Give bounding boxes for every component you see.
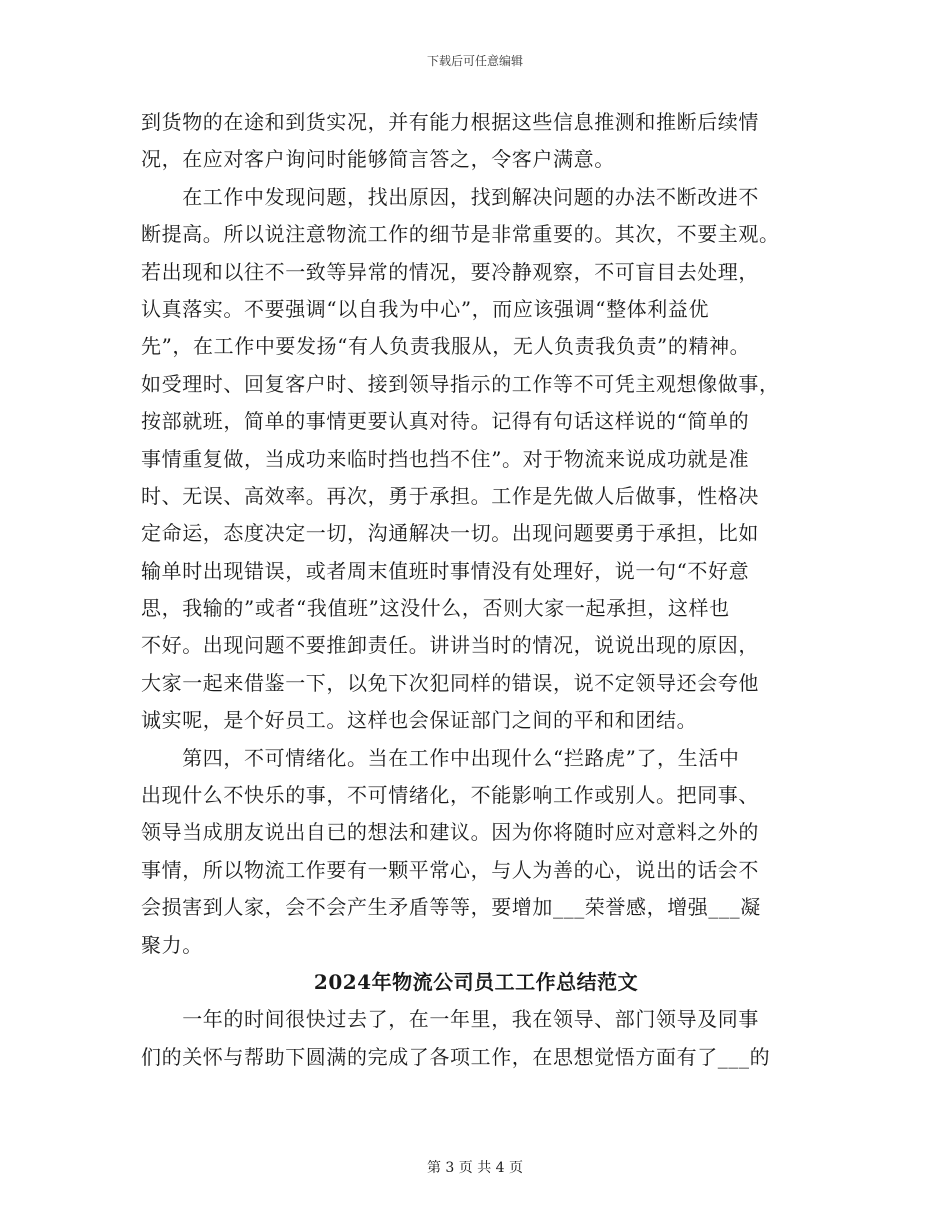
body-line: 们的关怀与帮助下圆满的完成了各项工作，在思想觉悟方面有了___的 — [141, 1044, 771, 1069]
body-line: 诚实呢，是个好员工。这样也会保证部门之间的平和和团结。 — [141, 708, 698, 733]
body-line: 第四，不可情绪化。当在工作中出现什么“拦路虎”了，生活中 — [141, 745, 740, 770]
body-line: 到货物的在途和到货实况，并有能力根据这些信息推测和推断后续情 — [141, 110, 759, 134]
body-line: 按部就班，简单的事情更要认真对待。记得有句话这样说的“简单的 — [141, 409, 750, 434]
body-line: 大家一起来借鉴一下，以免下次犯同样的错误，说不定领导还会夸他 — [141, 670, 759, 695]
body-line: 若出现和以往不一致等异常的情况，要冷静观察，不可盲目去处理， — [141, 259, 759, 284]
body-line: 况，在应对客户询问时能够简言答之，令客户满意。 — [141, 147, 615, 172]
body-line: 会损害到人家，会不会产生矛盾等等，要增加___荣誉感，增强___凝 — [141, 895, 761, 920]
body-line: 一年的时间很快过去了，在一年里，我在领导、部门领导及同事 — [141, 1007, 759, 1032]
body-line: 不好。出现问题不要推卸责任。讲讲当时的情况，说说出现的原因， — [141, 633, 759, 658]
body-line: 思，我输的”或者“我值班”这没什么，否则大家一起承担，这样也 — [141, 596, 730, 621]
body-line: 先”，在工作中要发扬“有人负责我服从，无人负责我负责”的精神。 — [141, 334, 751, 359]
body-line: 领导当成朋友说出自已的想法和建议。因为你将随时应对意料之外的 — [141, 820, 759, 845]
body-line: 事情，所以物流工作要有一颗平常心，与人为善的心，说出的话会不 — [141, 857, 759, 882]
body-line: 在工作中发现问题，找出原因，找到解决问题的办法不断改进不 — [141, 184, 759, 209]
body-line: 定命运，态度决定一切，沟通解决一切。出现问题要勇于承担，比如 — [141, 521, 759, 546]
page-header: 下载后可任意编辑 — [426, 54, 523, 68]
document-body — [141, 104, 811, 1076]
body-line: 聚力。 — [141, 932, 203, 957]
body-line: 断提高。所以说注意物流工作的细节是非常重要的。其次，不要主观。 — [141, 222, 780, 247]
section-title: 2024年物流公司员工工作总结范文 — [313, 969, 639, 994]
body-line: 出现什么不快乐的事，不可情绪化，不能影响工作或别人。把同事、 — [141, 783, 759, 808]
page-footer: 第 3 页 共 4 页 — [426, 1160, 524, 1176]
body-line: 认真落实。不要强调“以自我为中心”，而应该强调“整体利益优 — [141, 296, 710, 321]
body-line: 输单时出现错误，或者周末值班时事情没有处理好，说一句“不好意 — [141, 558, 750, 583]
body-line: 时、无误、高效率。再次，勇于承担。工作是先做人后做事，性格决 — [141, 483, 759, 508]
body-line: 事情重复做，当成功来临时挡也挡不住”。对于物流来说成功就是准 — [141, 446, 750, 471]
body-line: 如受理时、回复客户时、接到领导指示的工作等不可凭主观想像做事， — [141, 371, 780, 396]
